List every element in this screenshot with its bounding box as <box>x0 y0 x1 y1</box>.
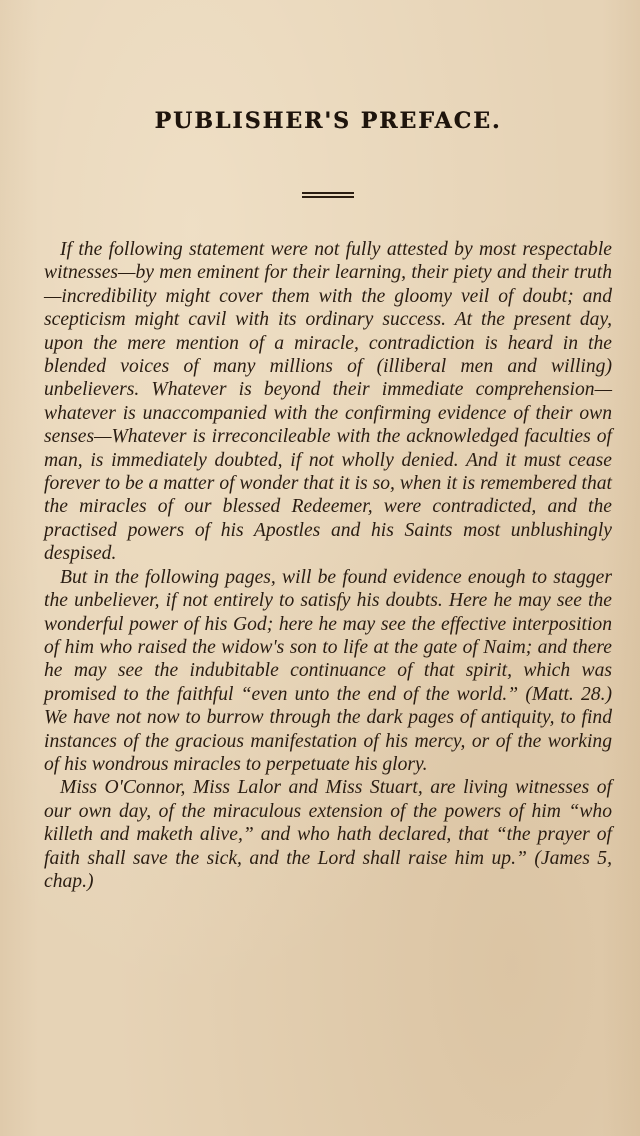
paragraph-3: Miss O'Connor, Miss Lalor and Miss Stuart, are living witnesses of our own day, of the miraculous extension of the powers of him “who killeth and maketh alive,” and who hath declared, that “the prayer of faith shall save the sick, and the Lord shall raise him up.” (James 5, chap.) <box>44 777 612 892</box>
preface-body <box>44 238 612 893</box>
page-title: PUBLISHER'S PREFACE. <box>154 108 502 134</box>
paragraph-1: If the following statement were not fully attested by most respectable witnesses—by men eminent for their learning, their piety and their truth—incredibility might cover them with the gloomy veil of doubt; and scepticism might cavil with its ordinary success. At the present day, upon the mere mention of a miracle, contradiction is heard in the blended voices of many millions of (illiberal men and willing) unbelievers. Whatever is beyond their immediate comprehension—whatever is unaccompanied with the confirming evidence of their own senses—Whatever is irreconcileable with the acknowledged faculties of man, is immediately doubted, if not wholly denied. And it must cease forever to be a matter of wonder that it is so, when it is remembered that the miracles of our blessed Redeemer, were contradicted, and the practised powers of his Apostles and his Saints most unblushingly despised. <box>44 239 612 565</box>
title-divider <box>302 192 354 198</box>
paragraph-2: But in the following pages, will be found evidence enough to stagger the unbeliever, if not entirely to satisfy his doubts. Here he may see the wonderful power of his God; here he may see the effective interposition of him who raised the widow's son to life at the gate of Naim; and there he may see the indubitable continuance of that spirit, which was promised to the faithful “even unto the end of the world.” (Matt. 28.) We have not now to burrow through the dark pages of antiquity, to find instances of the gracious manifestation of his mercy, or of the working of his wondrous miracles to perpetuate his glory. <box>44 566 612 775</box>
